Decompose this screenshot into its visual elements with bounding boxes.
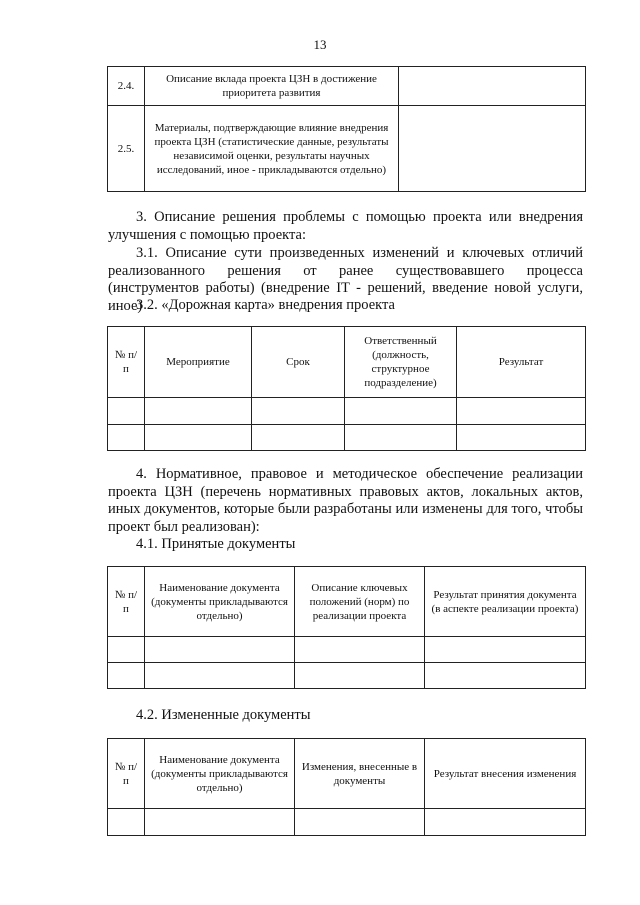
header-deadline: Срок (252, 327, 345, 398)
section-3-heading: 3. Описание решения проблемы с помощью проекта или внедрения улучшения с помощью проекта: (108, 209, 583, 243)
table-header-row (108, 739, 586, 809)
header-document-name: Наименование документа (документы прикладываются отдельно) (145, 567, 295, 637)
row-number: 2.4. (108, 67, 145, 106)
page-number: 13 (313, 37, 327, 52)
header-result: Результат (457, 327, 586, 398)
table-cell[interactable] (295, 637, 425, 663)
table-cell[interactable] (345, 425, 457, 451)
table-cell[interactable] (425, 809, 586, 836)
header-changes: Изменения, внесенные в документы (295, 739, 425, 809)
table-cell[interactable] (425, 637, 586, 663)
table-cell[interactable] (425, 663, 586, 689)
table-cell[interactable] (145, 809, 295, 836)
table-cell[interactable] (145, 637, 295, 663)
table-row (108, 809, 586, 836)
roadmap-table (107, 326, 586, 451)
row-description: Описание вклада проекта ЦЗН в достижение приоритета развития (145, 67, 399, 106)
table-row (108, 425, 586, 451)
adopted-documents-table (107, 566, 586, 689)
table-cell[interactable] (295, 809, 425, 836)
table-cell[interactable] (145, 425, 252, 451)
section-3-1-paragraph: 3.1. Описание сути произведенных изменений и ключевых отличий реализованного решения от ранее существовавшего процесса (инструментов работы) (внедрение IT - решений, введение новой услуги, иное) (108, 245, 583, 314)
header-number: № п/п (108, 739, 145, 809)
table-cell[interactable] (295, 663, 425, 689)
header-number: № п/п (108, 567, 145, 637)
row-description: Материалы, подтверждающие влияние внедрения проекта ЦЗН (статистические данные, результаты независимой оценки, результаты научных исследований, иное - прикладываются отдельно) (145, 106, 399, 192)
table-cell[interactable] (457, 398, 586, 425)
table-cell[interactable] (457, 425, 586, 451)
table-row (108, 106, 586, 192)
table-header-row (108, 567, 586, 637)
table-cell[interactable] (345, 398, 457, 425)
table-row (108, 663, 586, 689)
row-number: 2.5. (108, 106, 145, 192)
section-4-heading: 4. Нормативное, правовое и методическое обеспечение реализации проекта ЦЗН (перечень нормативных правовых актов, локальных актов, иных документов, которые были разработаны или изменены для того, чтобы проект был реализован): (108, 466, 583, 535)
header-key-provisions: Описание ключевых положений (норм) по реализации проекта (295, 567, 425, 637)
table-cell[interactable] (108, 637, 145, 663)
header-responsible: Ответственный (должность, структурное подразделение) (345, 327, 457, 398)
changed-documents-table (107, 738, 586, 836)
top-table (107, 66, 586, 192)
row-value-cell[interactable] (399, 67, 586, 106)
table-header-row (108, 327, 586, 398)
row-value-cell[interactable] (399, 106, 586, 192)
table-cell[interactable] (108, 398, 145, 425)
table-row (108, 637, 586, 663)
table-cell[interactable] (108, 425, 145, 451)
table-cell[interactable] (145, 398, 252, 425)
section-4-2-paragraph: 4.2. Измененные документы (136, 707, 311, 723)
section-4-1-paragraph: 4.1. Принятые документы (136, 536, 296, 552)
table-cell[interactable] (252, 425, 345, 451)
table-cell[interactable] (108, 809, 145, 836)
table-row (108, 67, 586, 106)
table-cell[interactable] (252, 398, 345, 425)
section-3-2-paragraph: 3.2. «Дорожная карта» внедрения проекта (136, 297, 395, 313)
header-adoption-result: Результат принятия документа (в аспекте реализации проекта) (425, 567, 586, 637)
header-change-result: Результат внесения изменения (425, 739, 586, 809)
header-document-name: Наименование документа (документы прикладываются отдельно) (145, 739, 295, 809)
table-cell[interactable] (108, 663, 145, 689)
table-row (108, 398, 586, 425)
table-cell[interactable] (145, 663, 295, 689)
header-number: № п/п (108, 327, 145, 398)
header-activity: Мероприятие (145, 327, 252, 398)
